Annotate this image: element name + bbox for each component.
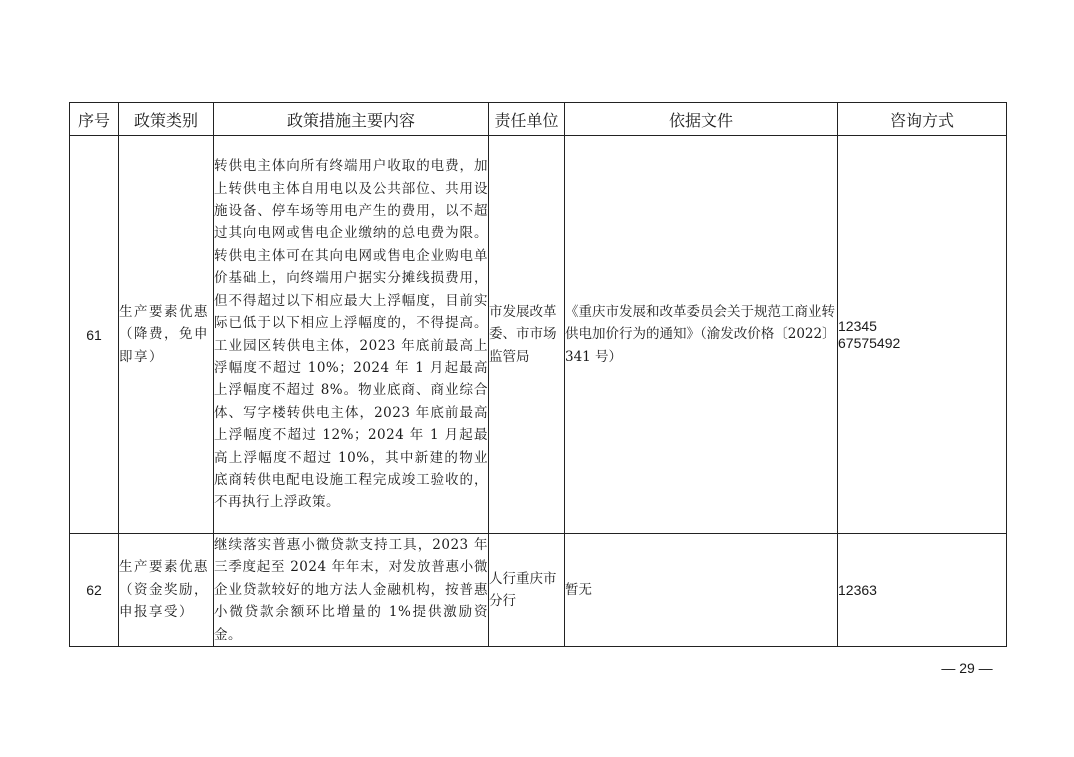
contact-phone: 12363 [838,581,877,598]
table-row [70,136,1007,534]
header-responsible-unit: 责任单位 [489,103,565,136]
row-number: 61 [70,136,119,534]
row-number: 62 [70,534,119,647]
responsible-unit: 人行重庆市分行 [489,534,565,647]
table-header-row [70,103,1007,136]
header-serial-number: 序号 [70,103,119,136]
policy-table [69,102,1007,647]
responsible-unit: 市发展改革委、市市场监管局 [489,136,565,534]
policy-content: 转供电主体向所有终端用户收取的电费，加上转供电主体自用电以及公共部位、共用设施设备、停车场等用电产生的费用，以不超过其向电网或售电企业缴纳的总电费为限。转供电主体可在其向电网或售电企业购电单价基础上，向终端用户据实分摊线损费用，但不得超过以下相应最大上浮幅度，目前实际已低于以下相应上浮幅度的，不得提高。工业园区转供电主体，2023 年底前最高上浮幅度不超过 10%；2024 年 1 月起最高上浮幅度不超过 8%。物业底商、商业综合体、写字楼转供电主体，2023 年底前最高上浮幅度不超过 12%；2024 年 1 月起最高上浮幅度不超过 10%，其中新建的物业底商转供电配电设施工程完成竣工验收的，不再执行上浮政策。 [214,136,489,534]
basis-document: 《重庆市发展和改革委员会关于规范工商业转供电加价行为的通知》（渝发改价格〔2022〕341 号） [565,136,838,534]
policy-category: 生产要素优惠（降费，免申即享） [119,136,214,534]
contact-phone: 67575492 [838,334,901,351]
contact-phone: 12345 [838,317,877,334]
header-policy-content: 政策措施主要内容 [214,103,489,136]
header-contact: 咨询方式 [838,103,1007,136]
header-basis-document: 依据文件 [565,103,838,136]
table-row [70,534,1007,647]
basis-document: 暂无 [565,534,838,647]
policy-category: 生产要素优惠（资金奖励，申报享受） [119,534,214,647]
page-number: — 29 — [941,660,993,676]
contact-info [838,136,1007,534]
policy-content: 继续落实普惠小微贷款支持工具，2023 年三季度起至 2024 年年末，对发放普惠小微企业贷款较好的地方法人金融机构，按普惠小微贷款余额环比增量的 1%提供激励资金。 [214,534,489,647]
contact-info [838,534,1007,647]
header-policy-category: 政策类别 [119,103,214,136]
